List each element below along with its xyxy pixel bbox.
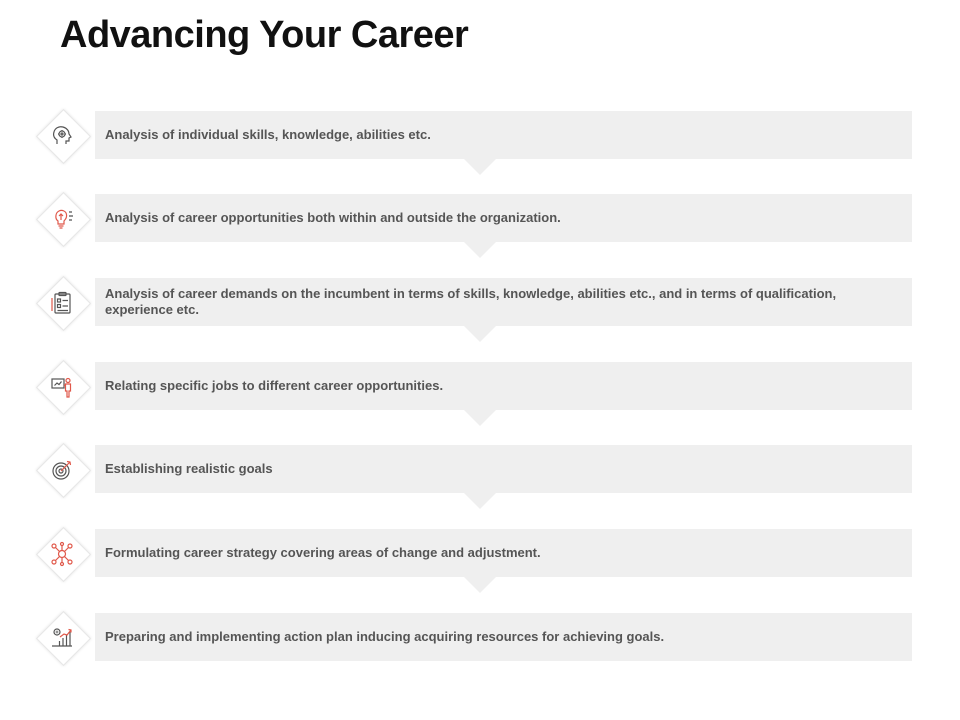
step-bar [95, 278, 912, 326]
growth-chart-icon [48, 624, 76, 652]
step-text: Analysis of career demands on the incumbent in terms of skills, knowledge, abilities etc., and in terms of qualification, experience etc. [105, 286, 837, 317]
step-5 [0, 445, 960, 495]
step-arrow [464, 493, 496, 509]
step-text: Establishing realistic goals [105, 461, 273, 476]
head-gears-icon [48, 122, 76, 150]
step-arrow [464, 159, 496, 175]
step-arrow [464, 577, 496, 593]
step-text: Relating specific jobs to different career opportunities. [105, 378, 444, 393]
step-text: Analysis of career opportunities both within and outside the organization. [105, 210, 561, 225]
step-text: Formulating career strategy covering areas of change and adjustment. [105, 545, 541, 560]
step-6 [0, 529, 960, 579]
step-text: Analysis of individual skills, knowledge, abilities etc. [105, 127, 431, 142]
step-arrow [464, 410, 496, 426]
step-arrow [464, 242, 496, 258]
step-4 [0, 362, 960, 412]
lightbulb-icon [48, 205, 76, 233]
step-text: Preparing and implementing action plan inducing acquiring resources for achieving goals. [105, 629, 665, 644]
step-bar [95, 529, 912, 577]
step-bar [95, 613, 912, 661]
step-7 [0, 613, 960, 663]
checklist-icon [48, 289, 76, 317]
target-icon [48, 456, 76, 484]
step-bar [95, 362, 912, 410]
step-1 [0, 111, 960, 161]
step-3 [0, 278, 960, 328]
presenter-icon [48, 373, 76, 401]
step-bar [95, 194, 912, 242]
page-title: Advancing Your Career [60, 14, 469, 56]
step-bar [95, 445, 912, 493]
step-arrow [464, 326, 496, 342]
network-strategy-icon [48, 540, 76, 568]
step-2 [0, 194, 960, 244]
step-bar [95, 111, 912, 159]
